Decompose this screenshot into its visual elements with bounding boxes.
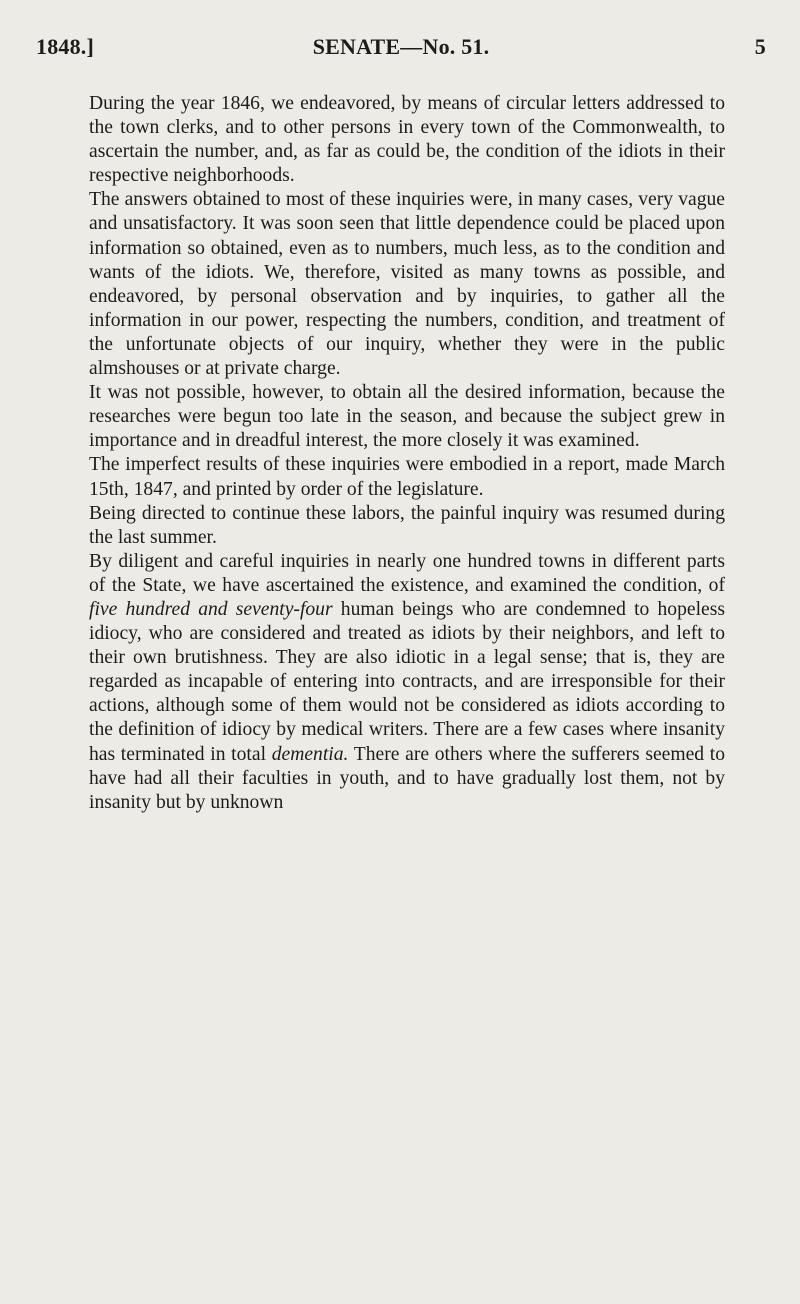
emphasis-dementia: dementia. — [271, 743, 349, 765]
paragraph-6 — [89, 550, 725, 815]
running-header — [36, 34, 766, 64]
paragraph-6-part3: There are others where the sufferers seemed to have had all their faculties in youth, and to have gradually lost them, not by insanity but by unknown — [89, 743, 725, 813]
page-number: 5 — [754, 34, 766, 59]
paragraph-1: During the year 1846, we endeavored, by means of circular letters addressed to the town clerks, and to other persons in every town of the Commonwealth, to ascertain the number, and, as far as could be, the condition of the idiots in their respective neighborhoods. — [89, 93, 725, 187]
emphasis-count: five hundred and seventy-four — [89, 598, 333, 620]
paragraph-3: It was not possible, however, to obtain all the desired information, because the researches were begun too late in the season, and because the subject grew in importance and in dreadful interest, the more closely it was examined. — [89, 382, 725, 452]
header-title: SENATE—No. 51. — [312, 34, 490, 59]
paragraph-6-part1: By diligent and careful inquiries in nearly one hundred towns in different parts of the State, we have ascertained the existence, and examined the condition, of — [89, 550, 725, 596]
header-year: 1848.] — [36, 34, 95, 59]
paragraph-5: Being directed to continue these labors, the painful inquiry was resumed during the last summer. — [89, 502, 725, 548]
paragraph-4: The imperfect results of these inquiries were embodied in a report, made March 15th, 1847, and printed by order of the legislature. — [89, 454, 725, 500]
body-text — [89, 92, 725, 815]
paragraph-6-part2: human beings who are condemned to hopeless idiocy, who are considered and treated as idiots by their neighbors, and left to their own brutishness. They are also idiotic in a legal sense; that is, they are regarded as incapable of entering into contracts, and are irresponsible for their actions, although some of them would not be considered as idiots according to the definition of idiocy by medical writers. There are a few cases where insanity has terminated in total — [89, 598, 725, 765]
paragraph-2: The answers obtained to most of these inquiries were, in many cases, very vague and unsatisfactory. It was soon seen that little dependence could be placed upon information so obtained, even as to numbers, much less, as to the condition and wants of the idiots. We, therefore, visited as many towns as possible, and endeavored, by personal observation and by inquiries, to gather all the information in our power, respecting the numbers, condition, and treatment of the unfortunate objects of our inquiry, whether they were in the public almshouses or at private charge. — [89, 189, 725, 380]
